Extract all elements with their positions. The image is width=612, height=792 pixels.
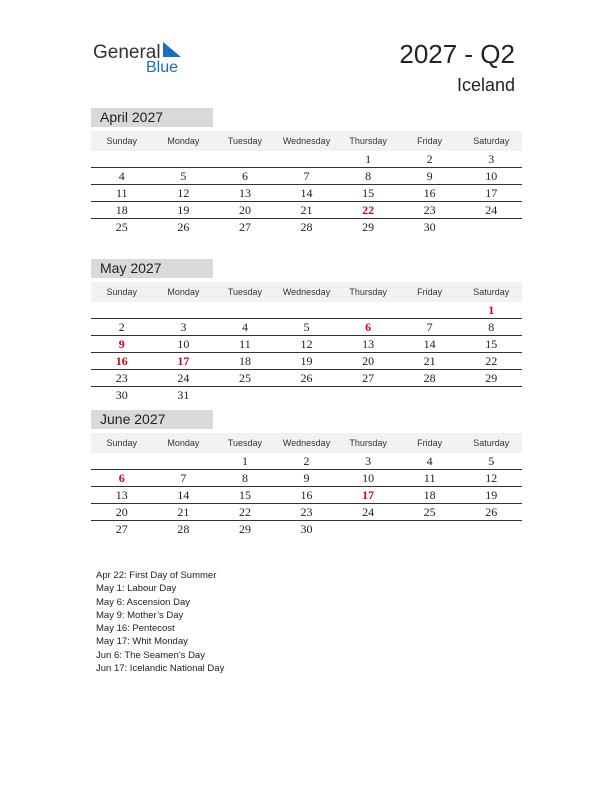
- weekday-label: Monday: [167, 136, 200, 146]
- week-row: [91, 470, 522, 487]
- day-cell: 24: [485, 203, 498, 217]
- day-cell: 14: [177, 488, 190, 502]
- day-cell: 28: [300, 220, 313, 234]
- day-cell: 10: [362, 471, 375, 485]
- empty-day-cell: [399, 302, 461, 318]
- empty-day-cell: [214, 387, 276, 403]
- day-cell: 3: [365, 454, 372, 468]
- weekday-label: Saturday: [473, 438, 510, 448]
- empty-day-cell: [276, 302, 338, 318]
- weekday-label: Tuesday: [227, 287, 263, 297]
- empty-day-cell: [337, 302, 399, 318]
- day-cell: 23: [115, 371, 128, 385]
- empty-day-cell: [276, 151, 338, 167]
- week-row: [91, 336, 522, 353]
- generalblue-logo: [93, 40, 193, 80]
- empty-day-cell: [91, 151, 153, 167]
- day-cell: 28: [177, 522, 190, 536]
- day-cell: 4: [118, 169, 125, 183]
- empty-day-cell: [337, 521, 399, 537]
- day-cell: 6: [241, 169, 248, 183]
- page-title: 2027 - Q2: [399, 39, 515, 69]
- day-cell: 10: [485, 169, 498, 183]
- day-cell: 9: [303, 471, 310, 485]
- day-cell: 9: [426, 169, 433, 183]
- month-label: May 2027: [91, 259, 213, 278]
- day-cell: 20: [115, 505, 128, 519]
- empty-day-cell: [153, 302, 215, 318]
- week-row: [91, 453, 522, 470]
- day-cell: 29: [362, 220, 375, 234]
- empty-day-cell: [460, 387, 522, 403]
- day-cell: 7: [426, 320, 433, 334]
- day-cell: 10: [177, 337, 190, 351]
- day-cell: 22: [362, 203, 375, 217]
- day-cell: 4: [241, 320, 248, 334]
- day-cell: 27: [115, 522, 128, 536]
- day-cell: 21: [423, 354, 436, 368]
- day-cell: 7: [180, 471, 187, 485]
- day-cell: 12: [177, 186, 190, 200]
- day-cell: 1: [241, 454, 248, 468]
- weekday-header: [91, 282, 522, 302]
- empty-day-cell: [153, 151, 215, 167]
- weekday-label: Friday: [417, 136, 443, 146]
- week-row: [91, 168, 522, 185]
- day-cell: 17: [362, 488, 375, 502]
- day-cell: 16: [115, 354, 128, 368]
- day-cell: 17: [177, 354, 190, 368]
- day-cell: 17: [485, 186, 498, 200]
- day-cell: 29: [238, 522, 251, 536]
- holiday-list-item: May 9: Mother’s Day: [96, 609, 184, 621]
- country-name: Iceland: [456, 75, 515, 95]
- holiday-list-item: May 1: Labour Day: [96, 583, 177, 595]
- day-cell: 3: [488, 152, 495, 166]
- day-cell: 23: [300, 505, 313, 519]
- day-cell: 30: [115, 388, 128, 402]
- day-cell: 27: [362, 371, 375, 385]
- month-grid: [91, 302, 522, 403]
- day-cell: 24: [362, 505, 375, 519]
- day-cell: 12: [300, 337, 313, 351]
- day-cell: 19: [300, 354, 313, 368]
- day-cell: 19: [177, 203, 190, 217]
- day-cell: 18: [423, 488, 436, 502]
- weekday-label: Monday: [167, 438, 200, 448]
- weekday-label: Tuesday: [227, 438, 263, 448]
- day-cell: 1: [488, 303, 495, 317]
- holiday-list-item: Apr 22: First Day of Summer: [96, 570, 217, 581]
- logo-text-blue: Blue: [146, 59, 179, 76]
- weekday-label: Saturday: [473, 136, 510, 146]
- day-cell: 13: [362, 337, 375, 351]
- day-cell: 8: [365, 169, 372, 183]
- month-grid: [91, 453, 522, 537]
- day-cell: 8: [488, 320, 495, 334]
- empty-day-cell: [214, 151, 276, 167]
- empty-day-cell: [337, 387, 399, 403]
- week-row: [91, 387, 522, 403]
- weekday-label: Thursday: [349, 136, 387, 146]
- day-cell: 1: [365, 152, 372, 166]
- week-row: [91, 302, 522, 319]
- day-cell: 21: [300, 203, 313, 217]
- day-cell: 21: [177, 505, 190, 519]
- day-cell: 27: [238, 220, 251, 234]
- day-cell: 12: [485, 471, 498, 485]
- day-cell: 6: [365, 320, 372, 334]
- empty-day-cell: [91, 453, 153, 469]
- day-cell: 25: [238, 371, 251, 385]
- holiday-list-item: May 17: Whit Monday: [96, 636, 188, 648]
- month-label: June 2027: [91, 410, 213, 429]
- day-cell: 22: [238, 505, 251, 519]
- weekday-header: [91, 131, 522, 151]
- week-row: [91, 319, 522, 336]
- day-cell: 30: [300, 522, 313, 536]
- day-cell: 18: [238, 354, 251, 368]
- day-cell: 26: [485, 505, 498, 519]
- day-cell: 11: [239, 337, 251, 351]
- empty-day-cell: [91, 302, 153, 318]
- weekday-label: Friday: [417, 438, 443, 448]
- holiday-list-item: Jun 6: The Seamen’s Day: [96, 649, 205, 661]
- weekday-label: Friday: [417, 287, 443, 297]
- empty-day-cell: [399, 387, 461, 403]
- week-row: [91, 219, 522, 235]
- day-cell: 22: [485, 354, 498, 368]
- empty-day-cell: [153, 453, 215, 469]
- week-row: [91, 353, 522, 370]
- week-row: [91, 487, 522, 504]
- week-row: [91, 504, 522, 521]
- day-cell: 13: [115, 488, 128, 502]
- day-cell: 20: [238, 203, 251, 217]
- logo-flag-icon: [161, 42, 181, 59]
- empty-day-cell: [399, 521, 461, 537]
- day-cell: 28: [423, 371, 436, 385]
- day-cell: 15: [238, 488, 251, 502]
- day-cell: 11: [423, 471, 436, 485]
- holiday-list-item: Jun 17: Icelandic National Day: [96, 663, 225, 675]
- empty-day-cell: [460, 521, 522, 537]
- empty-day-cell: [214, 302, 276, 318]
- day-cell: 30: [423, 220, 436, 234]
- day-cell: 19: [485, 488, 498, 502]
- weekday-label: Wednesday: [282, 136, 331, 146]
- month-grid: [91, 151, 522, 235]
- day-cell: 5: [303, 320, 310, 334]
- day-cell: 26: [300, 371, 313, 385]
- day-cell: 14: [300, 186, 313, 200]
- weekday-label: Sunday: [106, 287, 138, 297]
- day-cell: 5: [488, 454, 495, 468]
- day-cell: 26: [177, 220, 190, 234]
- week-row: [91, 151, 522, 168]
- day-cell: 31: [177, 388, 190, 402]
- day-cell: 9: [118, 337, 125, 351]
- day-cell: 2: [426, 152, 433, 166]
- weekday-label: Monday: [167, 287, 200, 297]
- weekday-label: Tuesday: [227, 136, 263, 146]
- month-may: [91, 259, 522, 403]
- day-cell: 11: [116, 186, 128, 200]
- day-cell: 24: [177, 371, 190, 385]
- day-cell: 16: [423, 186, 436, 200]
- holiday-list-item: May 16: Pentecost: [96, 623, 175, 635]
- day-cell: 16: [300, 488, 313, 502]
- day-cell: 15: [485, 337, 498, 351]
- day-cell: 25: [423, 505, 436, 519]
- weekday-header: [91, 433, 522, 453]
- week-row: [91, 521, 522, 537]
- day-cell: 23: [423, 203, 436, 217]
- day-cell: 8: [241, 471, 248, 485]
- weekday-label: Saturday: [473, 287, 510, 297]
- weekday-label: Thursday: [349, 438, 387, 448]
- month-label: April 2027: [91, 108, 213, 127]
- month-april: [91, 108, 522, 235]
- day-cell: 15: [362, 186, 375, 200]
- week-row: [91, 185, 522, 202]
- day-cell: 18: [115, 203, 128, 217]
- day-cell: 2: [303, 454, 310, 468]
- day-cell: 14: [423, 337, 436, 351]
- holiday-list: [96, 569, 224, 675]
- weekday-label: Sunday: [106, 438, 138, 448]
- day-cell: 29: [485, 371, 498, 385]
- weekday-label: Wednesday: [282, 438, 331, 448]
- weekday-label: Sunday: [106, 136, 138, 146]
- day-cell: 4: [426, 454, 433, 468]
- holiday-list-item: May 6: Ascension Day: [96, 596, 190, 608]
- week-row: [91, 370, 522, 387]
- day-cell: 2: [118, 320, 125, 334]
- day-cell: 25: [115, 220, 128, 234]
- day-cell: 6: [118, 471, 125, 485]
- empty-day-cell: [460, 219, 522, 235]
- day-cell: 3: [180, 320, 187, 334]
- month-june: [91, 410, 522, 537]
- weekday-label: Thursday: [349, 287, 387, 297]
- week-row: [91, 202, 522, 219]
- day-cell: 7: [303, 169, 310, 183]
- day-cell: 13: [238, 186, 251, 200]
- logo-text-general: General: [93, 42, 161, 63]
- day-cell: 5: [180, 169, 187, 183]
- empty-day-cell: [276, 387, 338, 403]
- day-cell: 20: [362, 354, 375, 368]
- weekday-label: Wednesday: [282, 287, 331, 297]
